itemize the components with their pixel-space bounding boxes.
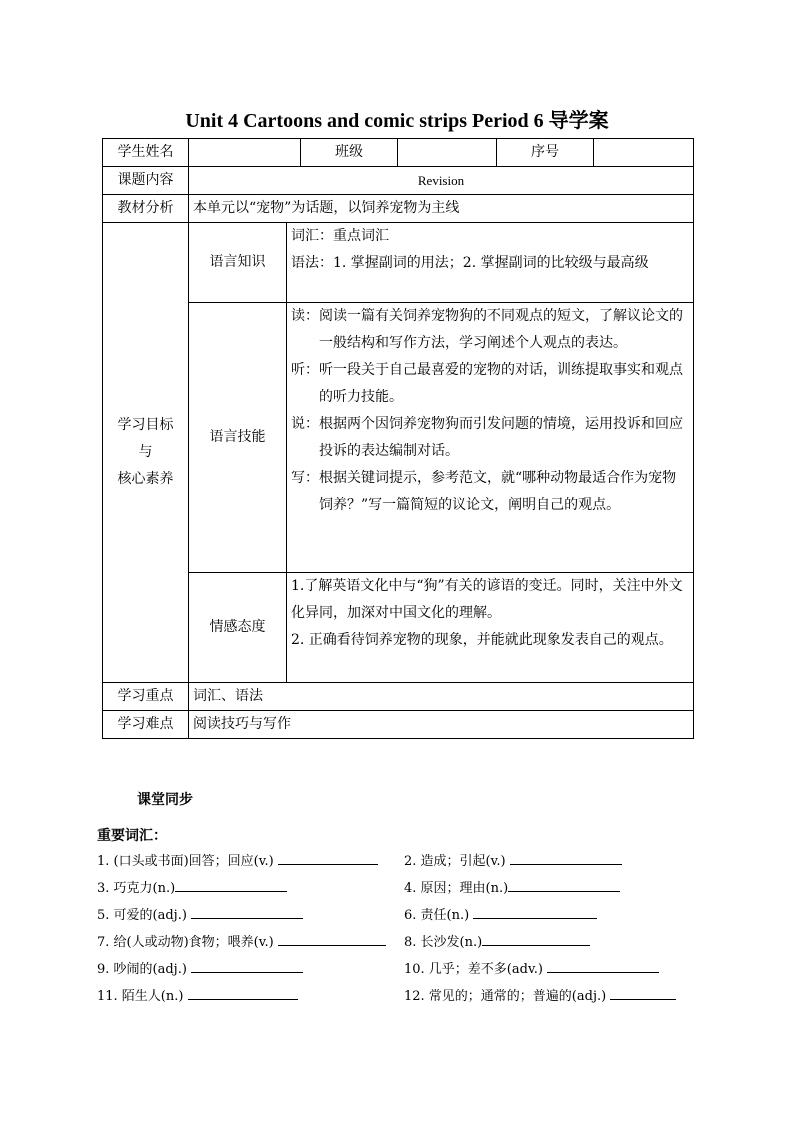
vocab-item [404, 931, 590, 950]
vocab-item [404, 958, 659, 977]
answer-blank[interactable] [278, 851, 378, 865]
vocab-prompt: 11. 陌生人(n.) [97, 989, 184, 1004]
lesson-info-table [102, 138, 694, 739]
attitude-line: 2. 正确看待饲养宠物的现象，并能就此现象发表自己的观点。 [291, 632, 673, 648]
vocab-row [97, 904, 697, 931]
vocab-item [404, 877, 620, 896]
skills-writing: 写：根据关键词提示，参考范文，就“哪种动物最适合作为宠物饲养？”写一篇简短的议论文，阐明自己的观点。 [291, 470, 677, 513]
vocab-title: 重要词汇： [97, 828, 167, 844]
skills-speaking: 说：根据两个因饲养宠物狗而引发问题的情境，运用投诉和回应投诉的表达编制对话。 [291, 416, 683, 459]
student-name-label: 学生姓名 [103, 139, 189, 167]
analysis-label: 教材分析 [103, 195, 189, 223]
class-label: 班级 [301, 139, 398, 167]
vocab-prompt: 10. 几乎；差不多(adv.) [404, 962, 543, 977]
objectives-label-line: 核心素养 [117, 471, 174, 487]
vocab-row [97, 850, 697, 877]
vocab-prompt: 2. 造成；引起(v.) [404, 854, 506, 869]
objectives-label-line: 与 [138, 444, 153, 460]
topic-label: 课题内容 [103, 167, 189, 195]
answer-blank[interactable] [482, 932, 590, 946]
answer-blank[interactable] [508, 878, 620, 892]
objectives-label-line: 学习目标 [117, 417, 174, 433]
skills-content [287, 303, 694, 573]
vocab-list [97, 850, 697, 1012]
answer-blank[interactable] [510, 851, 622, 865]
vocab-prompt: 3. 巧克力(n.) [97, 881, 176, 896]
difficulty-value: 阅读技巧与写作 [189, 711, 694, 739]
skills-label: 语言技能 [189, 303, 287, 573]
answer-blank[interactable] [191, 905, 303, 919]
vocab-item [97, 985, 298, 1004]
vocab-item [97, 931, 386, 950]
answer-blank[interactable] [188, 986, 298, 1000]
vocab-prompt: 6. 责任(n.) [404, 908, 470, 923]
objectives-label [103, 223, 189, 683]
vocab-item [404, 985, 676, 1004]
analysis-value: 本单元以“宠物”为话题，以饲养宠物为主线 [189, 195, 694, 223]
knowledge-line: 语法：1. 掌握副词的用法；2. 掌握副词的比较级与最高级 [291, 255, 649, 271]
attitude-label: 情感态度 [189, 573, 287, 683]
vocab-item [404, 850, 622, 869]
section-title: 课堂同步 [137, 792, 193, 808]
answer-blank[interactable] [473, 905, 597, 919]
vocab-prompt: 1. (口头或书面)回答；回应(v.) [97, 854, 274, 869]
vocab-row [97, 877, 697, 904]
number-field[interactable] [594, 139, 694, 167]
knowledge-label: 语言知识 [189, 223, 287, 303]
knowledge-line: 词汇：重点词汇 [291, 228, 389, 244]
focus-value: 词汇、语法 [189, 683, 694, 711]
page-title: Unit 4 Cartoons and comic strips Period 6 导学案 [185, 110, 609, 132]
attitude-content [287, 573, 694, 683]
difficulty-label: 学习难点 [103, 711, 189, 739]
answer-blank[interactable] [610, 986, 676, 1000]
focus-label: 学习重点 [103, 683, 189, 711]
skills-reading: 读：阅读一篇有关饲养宠物狗的不同观点的短文，了解议论文的一般结构和写作方法，学习阐述个人观点的表达。 [291, 308, 683, 351]
vocab-item [404, 904, 597, 923]
vocab-prompt: 9. 吵闹的(adj.) [97, 962, 187, 977]
vocab-prompt: 12. 常见的；通常的；普遍的(adj.) [404, 989, 607, 1004]
class-field[interactable] [398, 139, 497, 167]
vocab-row [97, 985, 697, 1012]
vocab-prompt: 5. 可爱的(adj.) [97, 908, 187, 923]
knowledge-content [287, 223, 694, 303]
vocab-prompt: 7. 给(人或动物)食物；喂养(v.) [97, 935, 274, 950]
answer-blank[interactable] [547, 959, 659, 973]
vocab-item [97, 850, 378, 869]
topic-value: Revision [189, 167, 694, 195]
attitude-line: 1.了解英语文化中与“狗”有关的谚语的变迁。同时，关注中外文化异同，加深对中国文化的理解。 [291, 578, 683, 621]
vocab-item [97, 904, 303, 923]
number-label: 序号 [497, 139, 594, 167]
vocab-row [97, 931, 697, 958]
answer-blank[interactable] [175, 878, 287, 892]
student-name-field[interactable] [189, 139, 301, 167]
vocab-item [97, 958, 303, 977]
vocab-prompt: 4. 原因；理由(n.) [404, 881, 509, 896]
vocab-prompt: 8. 长沙发(n.) [404, 935, 483, 950]
vocab-row [97, 958, 697, 985]
answer-blank[interactable] [278, 932, 386, 946]
skills-listening: 听：听一段关于自己最喜爱的宠物的对话，训练提取事实和观点的听力技能。 [291, 362, 683, 405]
vocab-item [97, 877, 287, 896]
answer-blank[interactable] [191, 959, 303, 973]
